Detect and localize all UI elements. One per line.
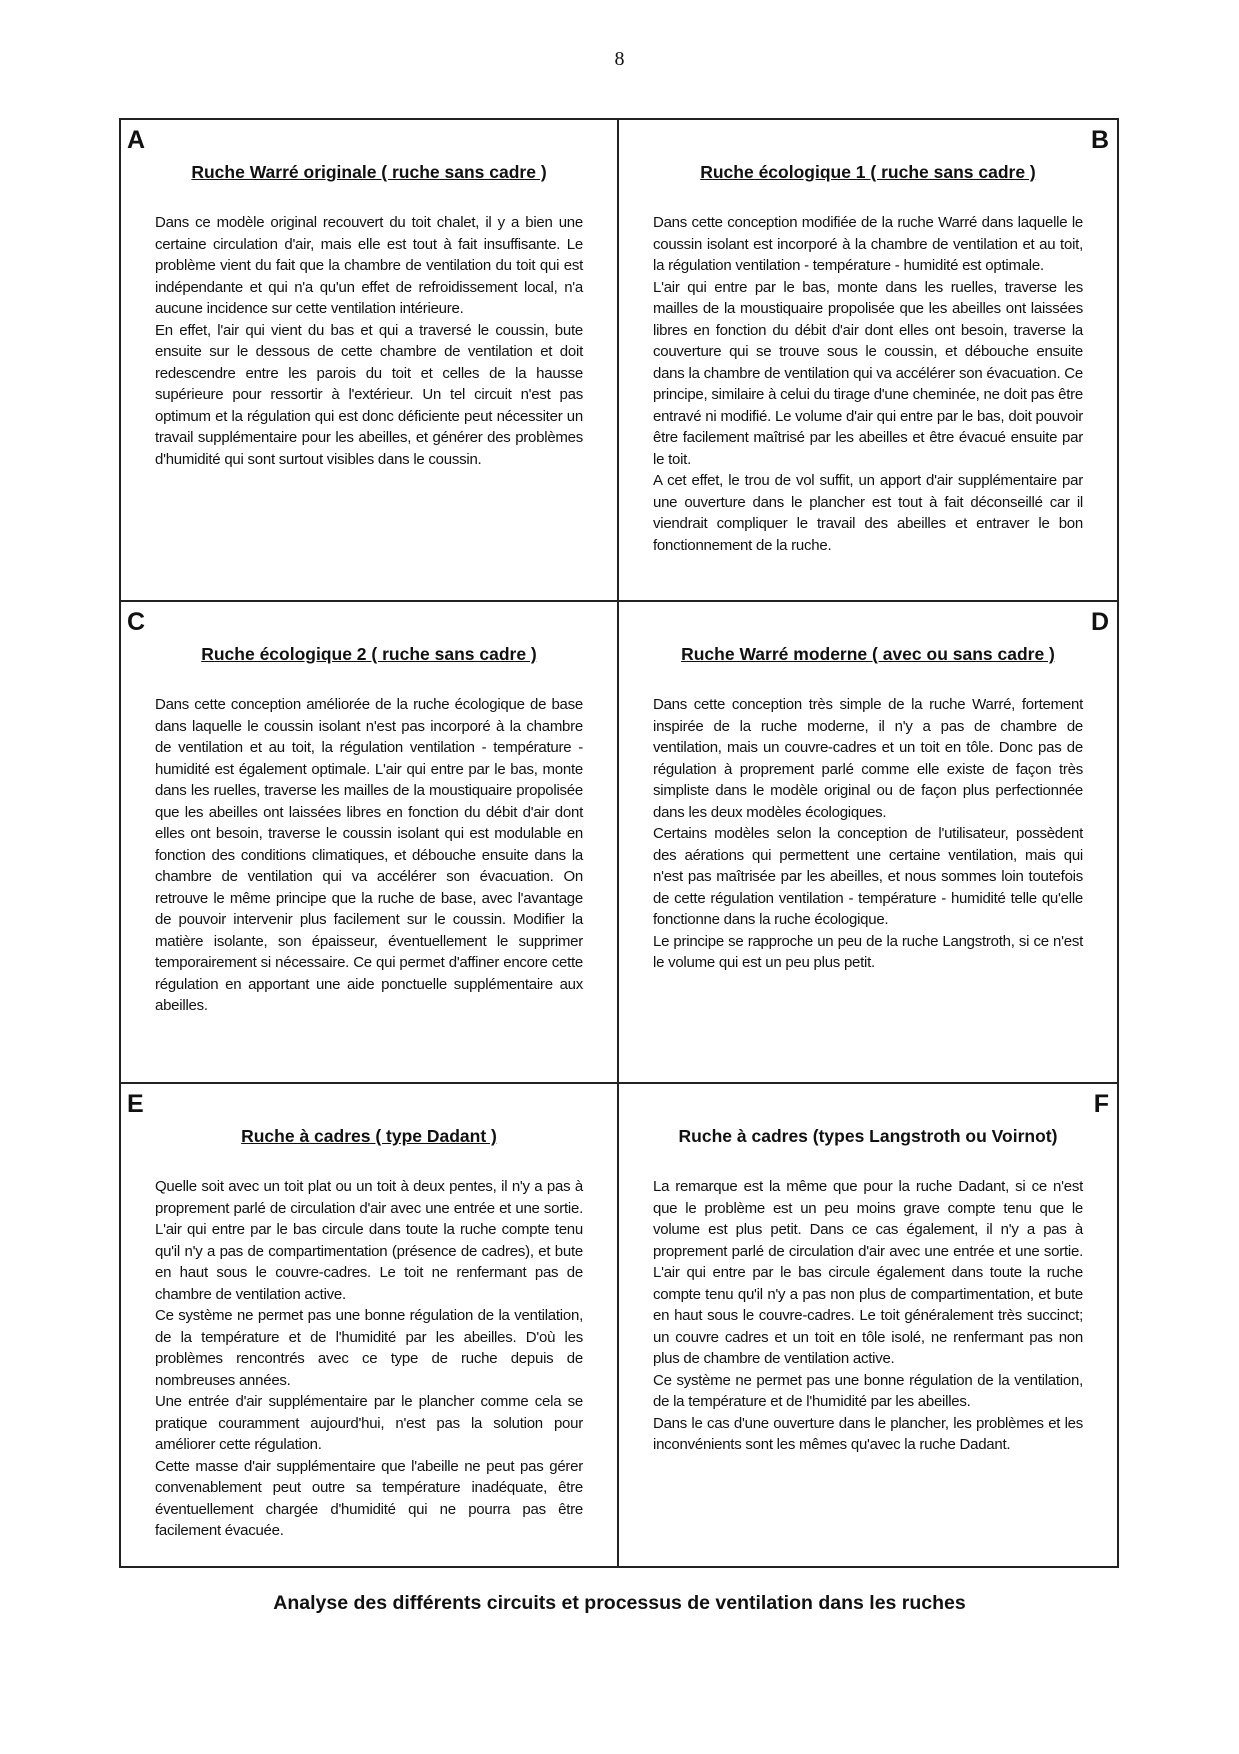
cell-body	[155, 1176, 583, 1542]
cell-paragraph: La remarque est la même que pour la ruche Dadant, si ce n'est que le problème est un peu moins grave compte tenu que le volume est plus petit. Dans ce cas également, il n'y a pas à proprement parlé de circulation d'air avec une entrée et une sortie. L'air qui entre par le bas circule également dans toute la ruche compte tenu qu'il n'y a pas non plus de compartimentation, et bute en haut sous le couvre-cadres. Le toit généralement très succinct; un couvre cadres et un toit en tôle isolé, ne renfermant pas non plus de chambre de ventilation active.	[653, 1178, 1083, 1367]
cell-body	[653, 212, 1083, 556]
cell-title: Ruche à cadres (types Langstroth ou Voirnot)	[678, 1126, 1058, 1146]
cell-paragraph: Quelle soit avec un toit plat ou un toit à deux pentes, il n'y a pas à proprement parlé de circulation d'air avec une entrée et une sortie. L'air qui entre par le bas circule dans toute la ruche compte tenu qu'il n'y a pas de compartimentation (présence de cadres), et bute en haut sous le couvre-cadres. Le toit ne renfermant pas de chambre de ventilation active.	[155, 1178, 583, 1303]
cell-letter: A	[127, 126, 146, 154]
cell-c	[121, 602, 619, 1084]
cell-title: Ruche Warré originale ( ruche sans cadre )	[191, 162, 547, 182]
cell-paragraph: Le principe se rapproche un peu de la ruche Langstroth, si ce n'est le volume qui est un peu plus petit.	[653, 932, 1083, 971]
cell-paragraph: Ce système ne permet pas une bonne régulation de la ventilation, de la température et de l'humidité par les abeilles.	[653, 1371, 1083, 1410]
cell-paragraph: A cet effet, le trou de vol suffit, un apport d'air supplémentaire par une ouverture dans le plancher est tout à fait déconseillé car il viendrait compliquer le travail des abeilles et entraver le bon fonctionnement de la ruche.	[653, 472, 1083, 554]
cell-paragraph: Dans cette conception améliorée de la ruche écologique de base dans laquelle le coussin isolant n'est pas incorporé à la chambre de ventilation et au toit, la régulation ventilation - température - humidité est également optimale. L'air qui entre par le bas, monte dans les ruelles, traverse les mailles de la moustiquaire propolisée que les abeilles ont laissées libres en fonction du débit d'air dont elles ont besoin, traverse le coussin isolant qui est modulable en fonction des conditions climatiques, et débouche ensuite dans la chambre de ventilation qui va accélérer son évacuation. On retrouve le même principe que la ruche de base, avec l'avantage de pouvoir intervenir plus facilement sur le coussin. Modifier la matière isolante, son épaisseur, éventuellement le supprimer temporairement si nécessaire. Ce qui permet d'affiner encore cette régulation en apportant une aide ponctuelle supplémentaire aux abeilles.	[155, 696, 583, 1014]
cell-letter: E	[127, 1090, 144, 1118]
cell-body	[653, 694, 1083, 974]
figure-caption: Analyse des différents circuits et processus de ventilation dans les ruches	[273, 1592, 966, 1614]
cell-paragraph: L'air qui entre par le bas, monte dans les ruelles, traverse les mailles de la moustiquaire propolisée que les abeilles ont laissées libres en fonction du débit d'air dont elles ont besoin, traverse la couverture qui se trouve sous le coussin, et débouche ensuite dans la chambre de ventilation qui va accélérer son évacuation. Ce principe, similaire à celui du tirage d'une cheminée, ne doit pas être entravé ni modifié. Le volume d'air qui entre par le bas, doit pouvoir être facilement maîtrisé par les abeilles et être évacué ensuite par le toit.	[653, 278, 1083, 468]
cell-paragraph: Dans ce modèle original recouvert du toit chalet, il y a bien une certaine circulation d'air, mais elle est tout à fait insuffisante. Le problème vient du fait que la chambre de ventilation du toit qui est indépendante et qui n'a qu'un effet de refroidissement local, n'a aucune incidence sur cette ventilation intérieure.	[155, 214, 583, 317]
cell-f	[619, 1084, 1117, 1566]
cell-letter: D	[1090, 608, 1109, 636]
page-number: 8	[614, 48, 625, 70]
cell-paragraph: En effet, l'air qui vient du bas et qui a traversé le coussin, bute ensuite sur le dessous de cette chambre de ventilation et doit redescendre entre les parois du toit et celles de la hausse supérieure pour ressortir à l'extérieur. Un tel circuit n'est pas optimum et la régulation qui est donc déficiente peut nécessiter un travail supplémentaire pour les abeilles, et générer des problèmes d'humidité qui sont surtout visibles dans le coussin.	[155, 321, 583, 468]
cell-letter: B	[1090, 126, 1109, 154]
ventilation-analysis-grid	[119, 118, 1119, 1568]
cell-paragraph: Certains modèles selon la conception de l'utilisateur, possèdent des aérations qui permettent une certaine ventilation, mais qui n'est pas maîtrisée par les abeilles, et nous sommes loin toutefois de cette régulation ventilation - température - humidité telle qu'elle fonctionne dans la ruche écologique.	[653, 825, 1083, 928]
cell-paragraph: Dans cette conception très simple de la ruche Warré, fortement inspirée de la ruche moderne, il n'y a pas de chambre de ventilation, mais un couvre-cadres et un toit en tôle. Donc pas de régulation à proprement parlé comme elle existe de façon très simpliste dans le modèle original ou de façon plus perfectionnée dans les deux modèles écologiques.	[653, 696, 1083, 821]
cell-paragraph: Une entrée d'air supplémentaire par le plancher comme cela se pratique couramment aujourd'hui, n'est pas la solution pour améliorer cette régulation.	[155, 1393, 583, 1453]
cell-title: Ruche écologique 1 ( ruche sans cadre )	[700, 162, 1036, 182]
cell-body	[653, 1176, 1083, 1456]
cell-paragraph: Dans le cas d'une ouverture dans le plancher, les problèmes et les inconvénients sont les mêmes qu'avec la ruche Dadant.	[653, 1414, 1083, 1453]
cell-letter: F	[1093, 1090, 1109, 1118]
cell-paragraph: Cette masse d'air supplémentaire que l'abeille ne peut pas gérer convenablement peut outre sa température inadéquate, être éventuellement chargée d'humidité qui ne pourra pas être facilement évacuée.	[155, 1457, 583, 1539]
cell-paragraph: Ce système ne permet pas une bonne régulation de la ventilation, de la température et de l'humidité par les abeilles. D'où les problèmes rencontrés avec ce type de ruche depuis de nombreuses années.	[155, 1307, 583, 1389]
cell-letter: C	[127, 608, 146, 636]
cell-e	[121, 1084, 619, 1566]
cell-paragraph: Dans cette conception modifiée de la ruche Warré dans laquelle le coussin isolant est incorporé à la chambre de ventilation et au toit, la régulation ventilation - température - humidité est optimale.	[653, 214, 1083, 274]
cell-title: Ruche Warré moderne ( avec ou sans cadre )	[681, 644, 1055, 664]
cell-a	[121, 120, 619, 602]
cell-body	[155, 212, 583, 470]
cell-body	[155, 694, 583, 1017]
cell-d	[619, 602, 1117, 1084]
cell-title: Ruche à cadres ( type Dadant )	[241, 1126, 497, 1146]
cell-b	[619, 120, 1117, 602]
cell-title: Ruche écologique 2 ( ruche sans cadre )	[201, 644, 537, 664]
